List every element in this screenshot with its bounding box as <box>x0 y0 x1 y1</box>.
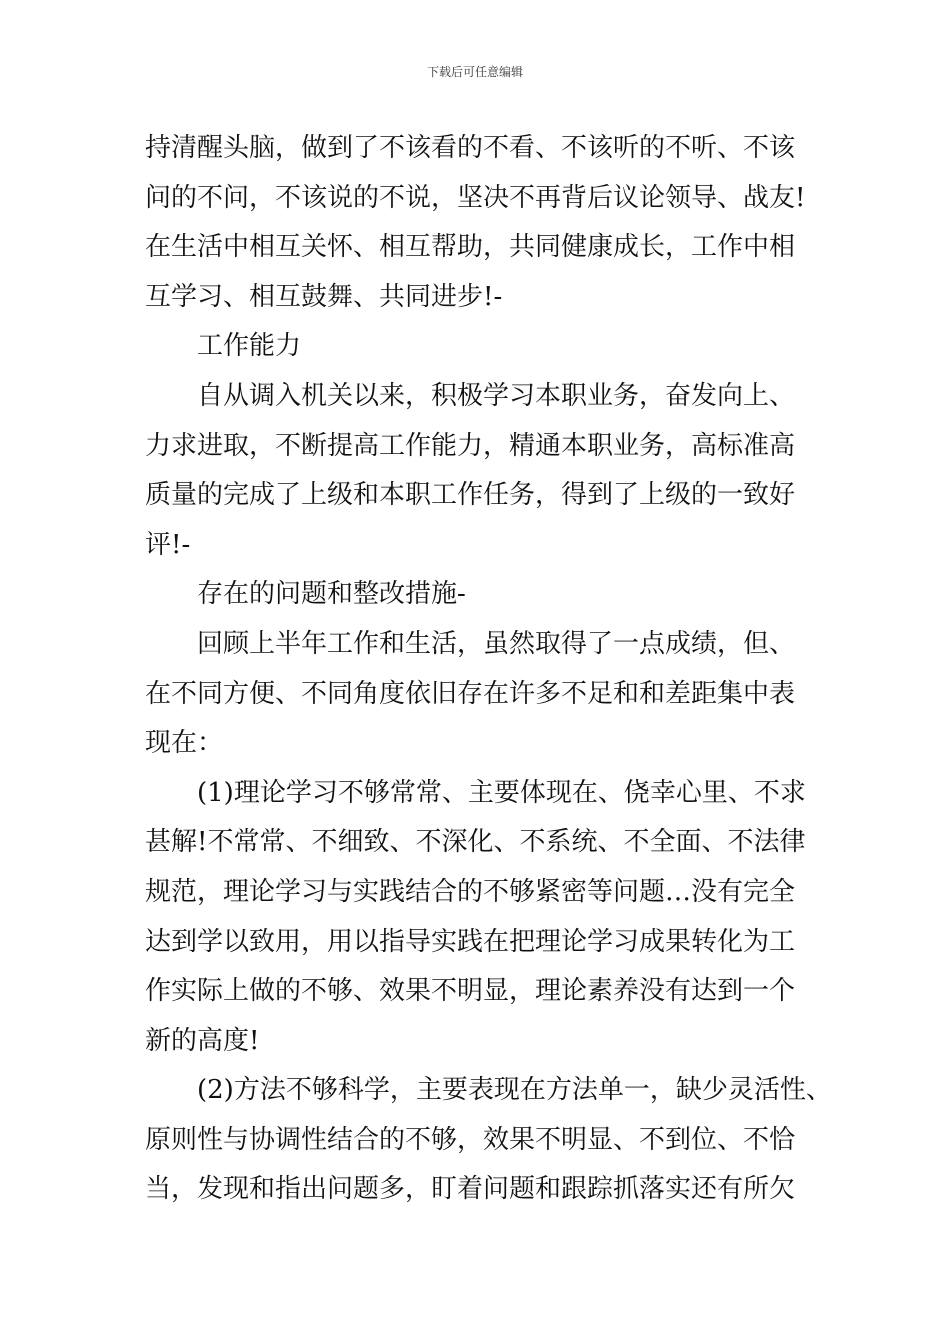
text-line: 在不同方便、不同角度依旧存在许多不足和和差距集中表 <box>145 678 796 709</box>
section-heading: 工作能力 <box>197 331 302 362</box>
text-line: 当，发现和指出问题多，盯着问题和跟踪抓落实还有所欠 <box>145 1174 796 1205</box>
text-line: 作实际上做的不够、效果不明显，理论素养没有达到一个 <box>145 976 796 1007</box>
text-line: 评!- <box>145 529 191 560</box>
text-line: 力求进取，不断提高工作能力，精通本职业务，高标准高 <box>145 430 796 461</box>
text-line: 持清醒头脑，做到了不该看的不看、不该听的不听、不该 <box>145 133 796 163</box>
text-line: (2)方法不够科学，主要表现在方法单一，缺少灵活性、 <box>197 1075 832 1106</box>
text-line: 现在： <box>145 728 224 759</box>
page-header: 下载后可任意编辑 <box>426 65 523 79</box>
text-line: 自从调入机关以来，积极学习本职业务，奋发向上、 <box>197 380 796 411</box>
document-body <box>145 124 832 1215</box>
text-line: 互学习、相互鼓舞、共同进步!- <box>145 281 503 312</box>
text-line: 回顾上半年工作和生活，虽然取得了一点成绩，但、 <box>197 628 796 659</box>
text-line: 问的不问，不该说的不说，坚决不再背后议论领导、战友! <box>145 182 806 213</box>
text-line: 在生活中相互关怀、相互帮助，共同健康成长，工作中相 <box>145 232 796 263</box>
text-line: 甚解!不常常、不细致、不深化、不系统、不全面、不法律 <box>145 827 806 858</box>
text-line: (1)理论学习不够常常、主要体现在、侥幸心里、不求 <box>197 777 806 808</box>
section-heading: 存在的问题和整改措施- <box>197 579 466 610</box>
text-line: 新的高度! <box>145 1025 260 1056</box>
text-line: 质量的完成了上级和本职工作任务，得到了上级的一致好 <box>145 480 796 511</box>
text-line: 规范，理论学习与实践结合的不够紧密等问题…没有完全 <box>145 876 796 907</box>
text-line: 达到学以致用，用以指导实践在把理论学习成果转化为工 <box>145 926 796 957</box>
text-line: 原则性与协调性结合的不够，效果不明显、不到位、不恰 <box>145 1124 796 1155</box>
